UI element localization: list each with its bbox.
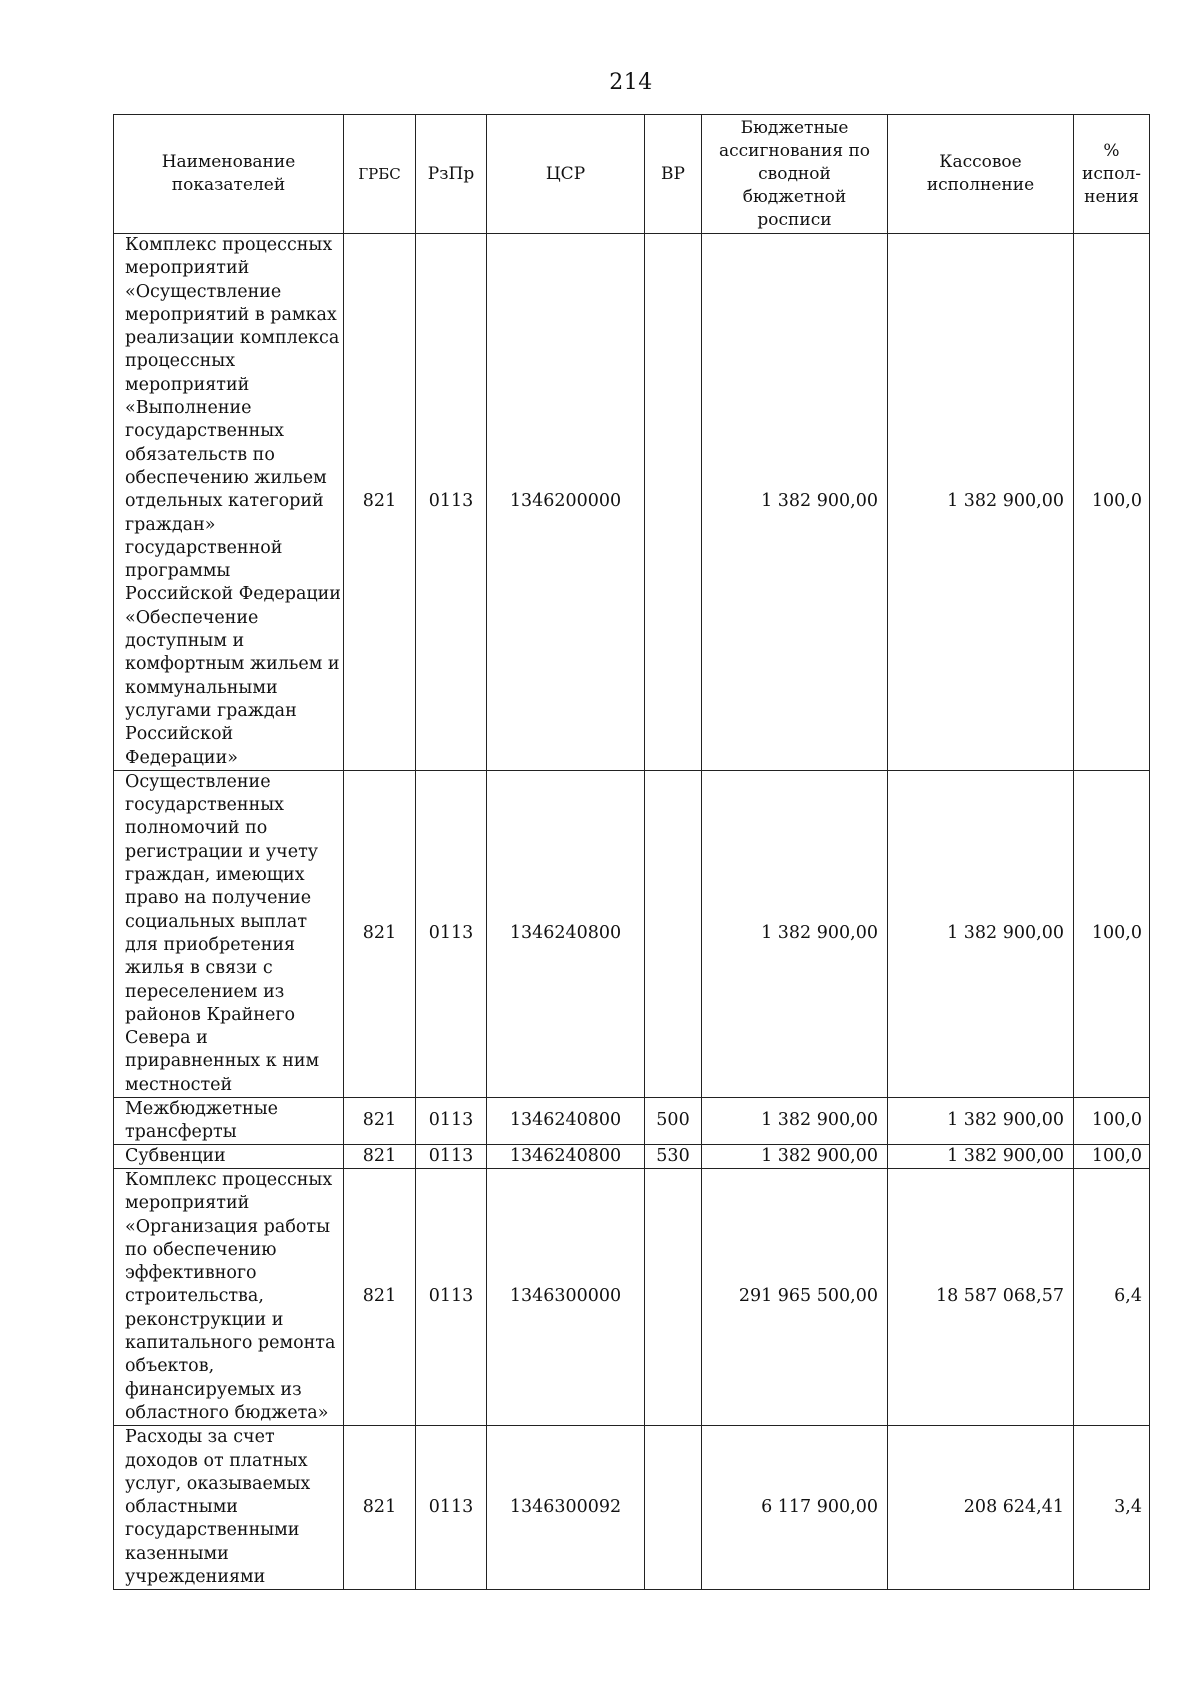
- row-name: Межбюджетные трансферты: [114, 1097, 344, 1144]
- row-vr: [645, 770, 702, 1097]
- row-budget: 291 965 500,00: [702, 1168, 888, 1425]
- row-rzpr: 0113: [416, 1168, 487, 1425]
- table-row: [114, 1426, 1150, 1590]
- row-name: Субвенции: [114, 1144, 344, 1168]
- row-cash: 18 587 068,57: [888, 1168, 1074, 1425]
- row-grbs: 821: [344, 1097, 416, 1144]
- header-csr: ЦСР: [487, 115, 645, 234]
- row-vr: [645, 1168, 702, 1425]
- table-row: [114, 1168, 1150, 1425]
- header-budget: Бюджетные ассигнования по сводной бюджетной росписи: [702, 115, 888, 234]
- row-budget: 1 382 900,00: [702, 1144, 888, 1168]
- row-cash: 1 382 900,00: [888, 770, 1074, 1097]
- row-name: Расходы за счет доходов от платных услуг, оказываемых областными государственными казенными учреждениями: [114, 1426, 344, 1590]
- row-vr: 500: [645, 1097, 702, 1144]
- row-csr: 1346200000: [487, 234, 645, 771]
- table-header-row: [114, 115, 1150, 234]
- row-csr: 1346300092: [487, 1426, 645, 1590]
- row-percent: 3,4: [1074, 1426, 1150, 1590]
- row-budget: 1 382 900,00: [702, 770, 888, 1097]
- budget-execution-table: [113, 114, 1150, 1590]
- row-csr: 1346240800: [487, 770, 645, 1097]
- row-csr: 1346240800: [487, 1144, 645, 1168]
- row-csr: 1346300000: [487, 1168, 645, 1425]
- row-percent: 6,4: [1074, 1168, 1150, 1425]
- row-cash: 208 624,41: [888, 1426, 1074, 1590]
- table-row: [114, 234, 1150, 771]
- row-percent: 100,0: [1074, 770, 1150, 1097]
- row-rzpr: 0113: [416, 234, 487, 771]
- page-number: 214: [609, 70, 653, 95]
- header-rzpr: РзПр: [416, 115, 487, 234]
- header-percent: % испол-нения: [1074, 115, 1150, 234]
- row-vr: [645, 1426, 702, 1590]
- header-cash: Кассовое исполнение: [888, 115, 1074, 234]
- table-row: [114, 1097, 1150, 1144]
- row-vr: 530: [645, 1144, 702, 1168]
- header-vr: ВР: [645, 115, 702, 234]
- row-grbs: 821: [344, 234, 416, 771]
- row-rzpr: 0113: [416, 1097, 487, 1144]
- row-percent: 100,0: [1074, 1144, 1150, 1168]
- row-name: Осуществление государственных полномочий по регистрации и учету граждан, имеющих право на получение социальных выплат для приобретения жилья в связи с переселением из районов Крайнего Севера и приравненных к ним местностей: [114, 770, 344, 1097]
- row-rzpr: 0113: [416, 770, 487, 1097]
- row-grbs: 821: [344, 770, 416, 1097]
- row-grbs: 821: [344, 1426, 416, 1590]
- row-csr: 1346240800: [487, 1097, 645, 1144]
- row-percent: 100,0: [1074, 1097, 1150, 1144]
- row-cash: 1 382 900,00: [888, 1097, 1074, 1144]
- table-row: [114, 1144, 1150, 1168]
- row-budget: 1 382 900,00: [702, 1097, 888, 1144]
- row-cash: 1 382 900,00: [888, 1144, 1074, 1168]
- row-budget: 6 117 900,00: [702, 1426, 888, 1590]
- row-grbs: 821: [344, 1168, 416, 1425]
- row-budget: 1 382 900,00: [702, 234, 888, 771]
- row-grbs: 821: [344, 1144, 416, 1168]
- row-name: Комплекс процессных мероприятий «Осуществление мероприятий в рамках реализации комплекса процессных мероприятий «Выполнение государственных обязательств по обеспечению жильем отдельных категорий граждан» государственной программы Российской Федерации «Обеспечение доступным и комфортным жильем и коммунальными услугами граждан Российской Федерации»: [114, 234, 344, 771]
- row-percent: 100,0: [1074, 234, 1150, 771]
- row-rzpr: 0113: [416, 1144, 487, 1168]
- row-rzpr: 0113: [416, 1426, 487, 1590]
- header-name: Наименование показателей: [114, 115, 344, 234]
- row-vr: [645, 234, 702, 771]
- row-name: Комплекс процессных мероприятий «Организация работы по обеспечению эффективного строительства, реконструкции и капитального ремонта объектов, финансируемых из областного бюджета»: [114, 1168, 344, 1425]
- table-row: [114, 770, 1150, 1097]
- row-cash: 1 382 900,00: [888, 234, 1074, 771]
- header-grbs: ГРБС: [344, 115, 416, 234]
